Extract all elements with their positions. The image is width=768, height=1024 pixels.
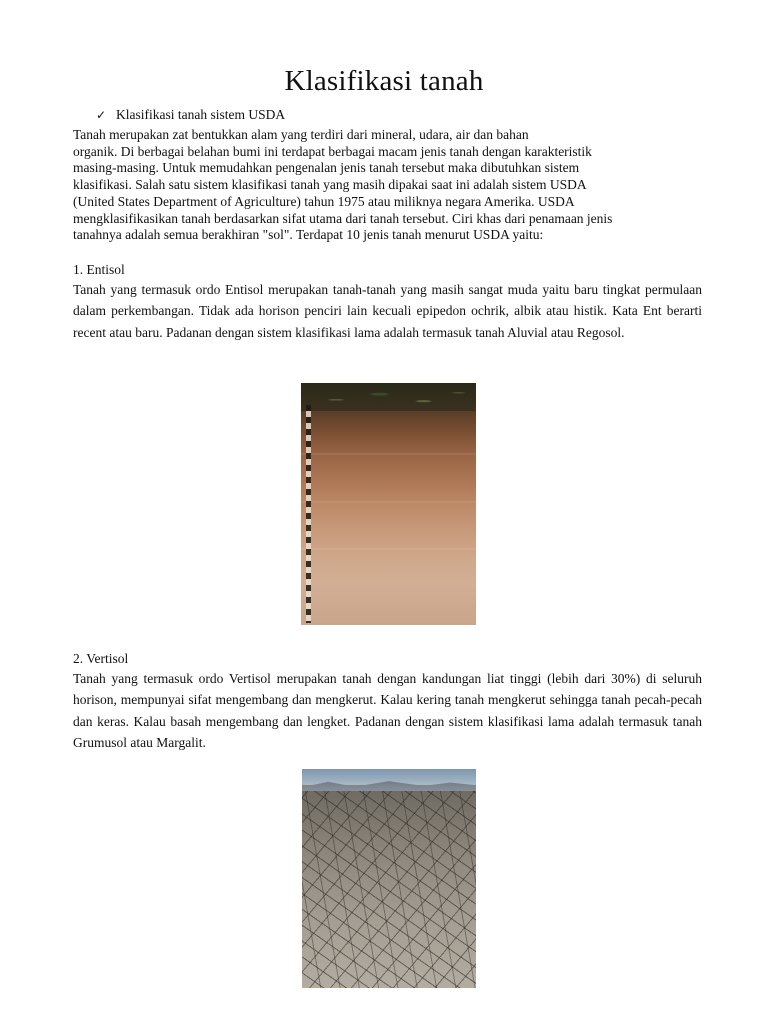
section-body-vertisol: Tanah yang termasuk ordo Vertisol merupakan tanah dengan kandungan liat tinggi (lebih dari 30%) di seluruh horison, mempunyai sifat mengembang dan mengkerut. Kalau kering tanah mengkerut sehingga tanah pecah-pecah dan keras. Kalau basah mengembang dan lengket. Padanan dengan sistem klasifikasi lama adalah termasuk tanah Grumusol atau Margalit. — [73, 671, 702, 750]
soil-band — [301, 501, 476, 503]
soil-band — [301, 548, 476, 550]
intro-paragraph: Tanah merupakan zat bentukkan alam yang terdiri dari mineral, udara, air dan bahan organik. Di berbagai belahan bumi ini terdapat berbagai macam jenis tanah dengan karakteristik masing-masing. Untuk memudahkan pengenalan jenis tanah tersebut maka dibutuhkan sistem klasifikasi. Salah satu sistem klasifikasi tanah yang masih dipakai saat ini adalah sistem USDA (United States Department of Agriculture) tahun 1975 atau miliknya negara Amerika. USDA mengklasifikasikan tanah berdasarkan sifat utama dari tanah tersebut. Ciri khas dari penamaan jenis tanahnya adalah semua berakhiran "sol". Terdapat 10 jenis tanah menurut USDA yaitu: — [73, 127, 613, 243]
soil-band — [301, 453, 476, 455]
checkmark-icon: ✓ — [96, 108, 107, 122]
section-body-entisol: Tanah yang termasuk ordo Entisol merupakan tanah-tanah yang masih sangat muda yaitu baru tingkat permulaan dalam perkembangan. Tidak ada horison penciri lain kecuali epipedon ochrik, albik atau histik. Kata Ent berarti recent atau baru. Padanan dengan sistem klasifikasi lama adalah termasuk tanah Aluvial atau Regosol. — [73, 282, 702, 340]
entisol-soil-profile-photo — [301, 383, 476, 625]
section-heading-entisol: 1. Entisol — [73, 262, 125, 277]
cracked-ground — [302, 791, 476, 988]
section-heading-vertisol: 2. Vertisol — [73, 651, 129, 666]
vertisol-cracked-soil-photo — [302, 769, 476, 988]
vegetation-layer — [301, 383, 476, 411]
bullet-item — [96, 106, 285, 124]
measuring-ruler — [306, 405, 311, 623]
page-title: Klasifikasi tanah — [284, 65, 484, 97]
bullet-text: Klasifikasi tanah sistem USDA — [116, 107, 286, 122]
